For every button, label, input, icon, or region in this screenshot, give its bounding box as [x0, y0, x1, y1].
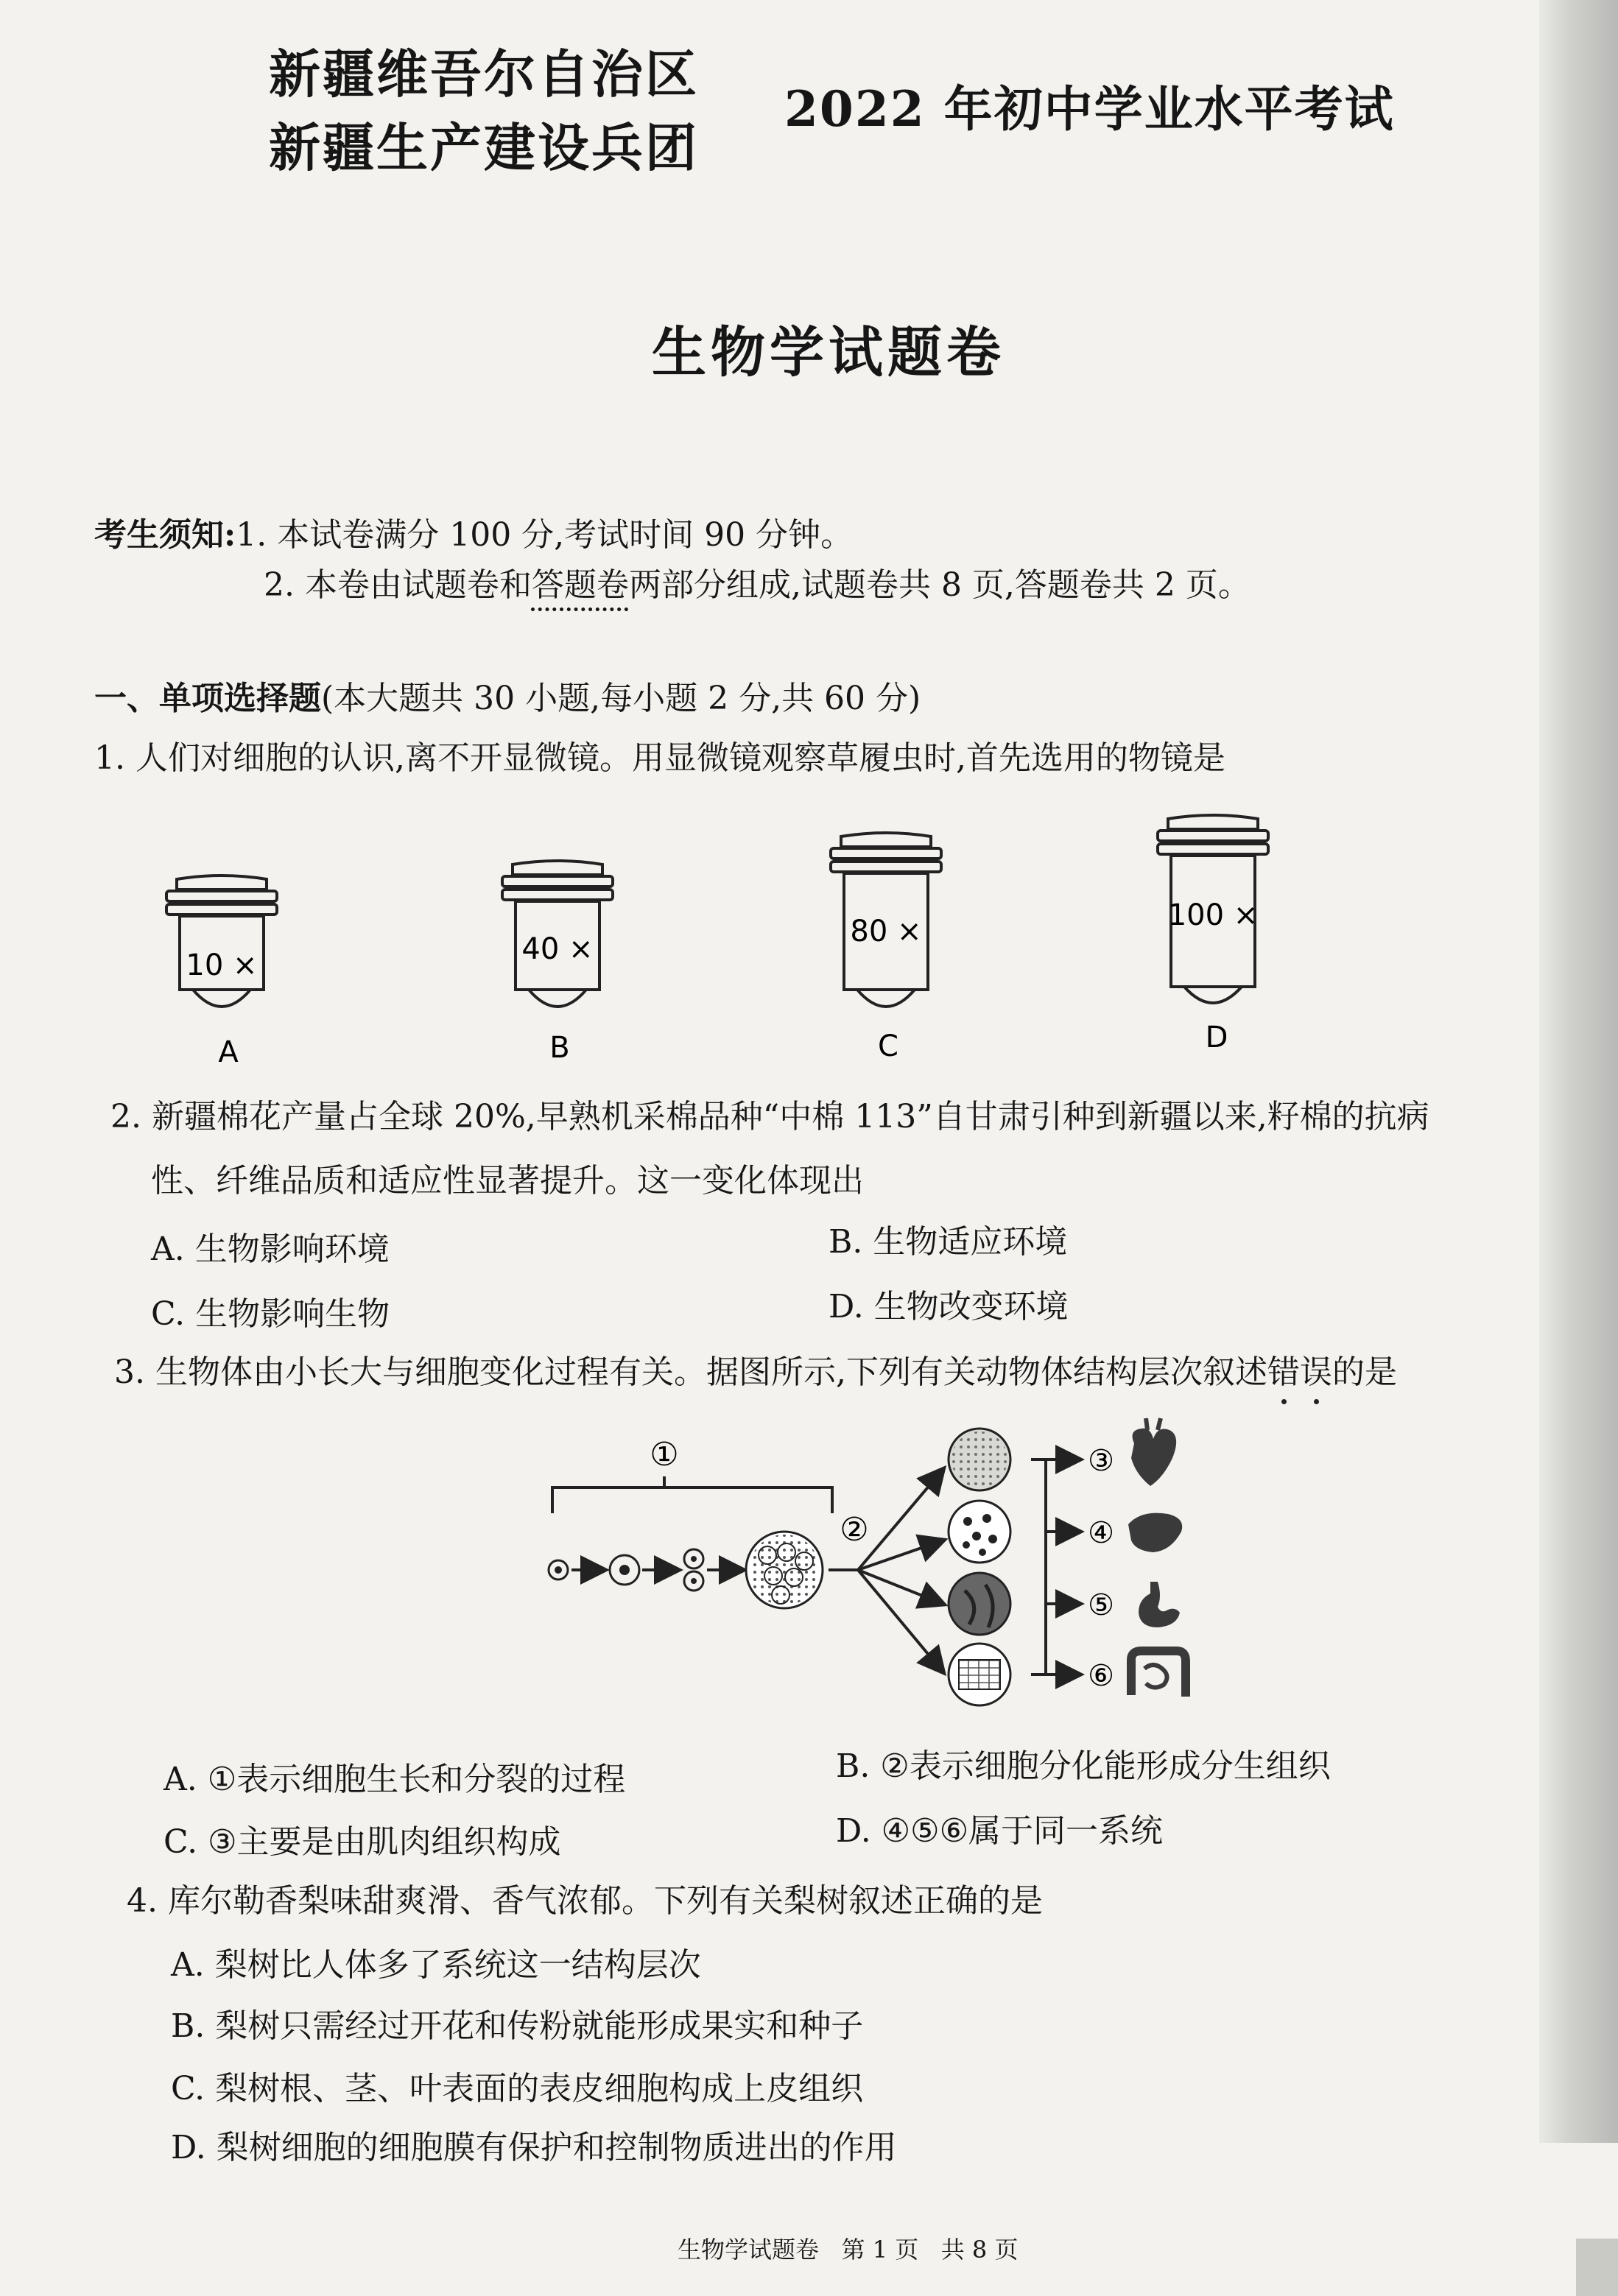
paper-title: 生物学试题卷	[652, 321, 1005, 384]
question-3-option-c: C. ③主要是由肌肉组织构成	[163, 1823, 561, 1861]
question-3-stem	[114, 1345, 1397, 1392]
single-cell	[549, 1560, 568, 1580]
notice-item-2-b: 两部分组成,试题卷共 8 页,答题卷共 2 页。	[628, 566, 1251, 604]
bracket-1	[552, 1487, 832, 1513]
notice-item-2-a: 2. 本卷由试题卷和	[264, 566, 532, 604]
objective-lens-c	[831, 833, 941, 1063]
label-4: ④	[1088, 1516, 1114, 1550]
cell-cluster	[746, 1532, 823, 1608]
tissue-3	[949, 1573, 1010, 1635]
question-2-stem-line-2: 性、纤维品质和适应性显著提升。这一变化体现出	[151, 1162, 864, 1200]
question-3-emphasis-1: 错	[1267, 1353, 1300, 1391]
region-line-1: 新疆维吾尔自治区	[269, 43, 699, 105]
label-1: ①	[650, 1436, 679, 1473]
two-cells	[684, 1549, 703, 1591]
question-3-stem-b: 的是	[1332, 1353, 1397, 1391]
objective-lens-a-mag: 10 ×	[186, 948, 258, 982]
objective-lens-d	[1158, 815, 1268, 1054]
question-3-option-d: D. ④⑤⑥属于同一系统	[836, 1812, 1164, 1850]
tissue-4	[949, 1644, 1010, 1705]
question-2-stem-line-1: 2. 新疆棉花产量占全球 20%,早熟机采棉品种“中棉 113”自甘肃引种到新疆以来,籽棉的抗病	[110, 1098, 1429, 1135]
question-2-option-d: D. 生物改变环境	[829, 1288, 1069, 1325]
stomach-icon	[1139, 1582, 1180, 1627]
objective-lens-b-mag: 40 ×	[521, 932, 594, 966]
notice-item-2-emphasis: 答题卷	[531, 566, 629, 604]
question-4-option-c: C. 梨树根、茎、叶表面的表皮细胞构成上皮组织	[171, 2070, 864, 2107]
question-4-option-d: D. 梨树细胞的细胞膜有保护和控制物质进出的作用	[171, 2129, 897, 2166]
region-line-2: 新疆生产建设兵团	[269, 117, 699, 178]
question-2-option-b: B. 生物适应环境	[829, 1223, 1068, 1261]
question-3-emphasis-2: 误	[1299, 1353, 1332, 1391]
label-5: ⑤	[1088, 1588, 1114, 1622]
objective-lens-b	[502, 861, 613, 1065]
question-1-stem: 1. 人们对细胞的认识,离不开显微镜。用显微镜观察草履虫时,首先选用的物镜是	[94, 739, 1225, 777]
heart-icon	[1131, 1418, 1176, 1486]
liver-icon	[1128, 1513, 1182, 1552]
exam-title: 2022 年初中学业水平考试	[784, 80, 1395, 138]
question-3-stem-a: 3. 生物体由小长大与细胞变化过程有关。据图所示,下列有关动物体结构层次叙述	[114, 1353, 1267, 1391]
section-1-title: 一、单项选择题	[94, 680, 321, 717]
question-3-option-b: B. ②表示细胞分化能形成分生组织	[836, 1747, 1331, 1785]
page-edge-shadow-bottom	[1576, 2239, 1618, 2296]
tissue-2	[949, 1501, 1010, 1563]
intestine-icon	[1131, 1651, 1186, 1697]
notice-item-1: 1. 本试卷满分 100 分,考试时间 90 分钟。	[236, 516, 854, 554]
question-4-option-a: A. 梨树比人体多了系统这一结构层次	[171, 1946, 701, 1984]
grown-cell	[610, 1555, 639, 1585]
question-3-option-a: A. ①表示细胞生长和分裂的过程	[163, 1761, 626, 1798]
question-2-option-a: A. 生物影响环境	[151, 1230, 390, 1268]
label-6: ⑥	[1088, 1659, 1114, 1693]
objective-lens-figure	[147, 803, 1326, 1075]
notice-line-1	[94, 508, 853, 555]
notice-label: 考生须知:	[94, 516, 236, 554]
page-footer: 生物学试题卷 第 1 页 共 8 页	[678, 2236, 1019, 2264]
objective-lens-a	[166, 876, 277, 1069]
label-2: ②	[840, 1511, 869, 1549]
page-edge-shadow	[1539, 0, 1618, 2143]
section-1-note: (本大题共 30 小题,每小题 2 分,共 60 分)	[321, 680, 921, 717]
question-4-option-b: B. 梨树只需经过开花和传粉就能形成果实和种子	[171, 2007, 864, 2045]
objective-lens-d-mag: 100 ×	[1167, 898, 1259, 932]
question-2-option-c: C. 生物影响生物	[151, 1295, 390, 1333]
label-3: ③	[1088, 1444, 1114, 1478]
objective-lens-d-letter: D	[1205, 1021, 1228, 1054]
section-1-heading	[94, 672, 921, 719]
question-4-stem: 4. 库尔勒香梨味甜爽滑、香气浓郁。下列有关梨树叙述正确的是	[127, 1882, 1043, 1920]
objective-lens-a-letter: A	[218, 1035, 239, 1069]
cell-development-diagram	[530, 1414, 1237, 1708]
objective-lens-c-mag: 80 ×	[850, 915, 922, 948]
tissue-1	[949, 1429, 1010, 1490]
objective-lens-c-letter: C	[878, 1029, 898, 1063]
objective-lens-b-letter: B	[549, 1031, 570, 1065]
notice-line-2	[264, 558, 1251, 605]
